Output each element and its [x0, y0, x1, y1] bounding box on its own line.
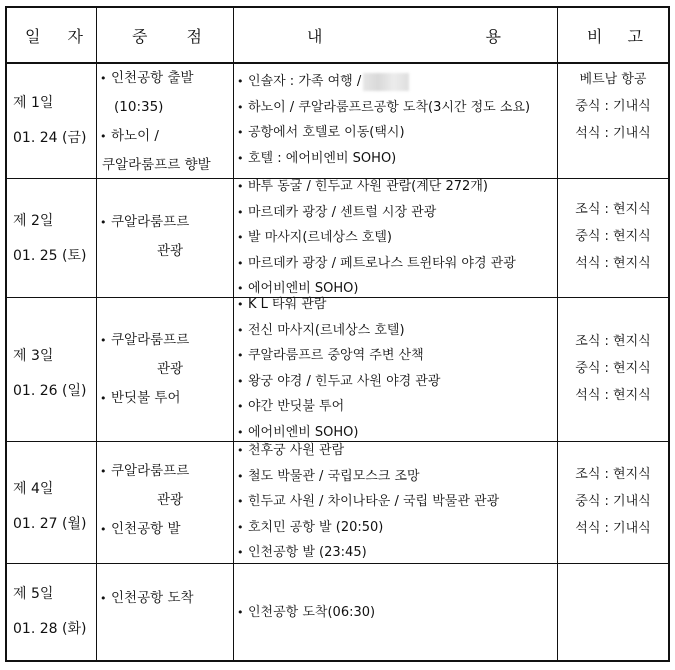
list-item: • K L 타워 관람 [236, 292, 440, 318]
day-3-focus: • 쿠알라룸프르 관광 • 반딧불 투어 [99, 326, 189, 413]
list-item: • 철도 박물관 / 국립모스크 조망 [236, 464, 499, 490]
list-item: • 쿠알라룸프르 [99, 457, 189, 486]
list-item: • 야간 반딧불 투어 [236, 394, 440, 420]
day-2-focus: • 쿠알라룸프르 관광 [99, 208, 189, 266]
list-item: • 하노이 / [99, 122, 211, 151]
list-item: • 인천공항 발 [99, 515, 189, 544]
header-note: 비 고 [587, 26, 643, 46]
list-item: • 천후궁 사원 관람 [236, 438, 499, 464]
day-1-focus: • 인천공항 출발 (10:35) • 하노이 / 쿠알라룸프르 향발 [99, 64, 211, 180]
day-4-focus: • 쿠알라룸프르 관광 • 인천공항 발 [99, 457, 189, 544]
day-3-date: 제 3일 01. 26 (일) [13, 348, 87, 399]
list-item: • 인천공항 발 (23:45) [236, 540, 499, 566]
day-2-content [236, 174, 516, 302]
list-item: • 쿠알라룸프르 [99, 326, 189, 355]
list-item: • 인천공항 출발 (10:35) [99, 64, 211, 122]
list-item: • 호치민 공항 발 (20:50) [236, 515, 499, 541]
day-2-date: 제 2일 01. 25 (토) [13, 213, 87, 264]
day-4-content [236, 438, 499, 566]
day-4-note: 조식 : 현지식 중식 : 기내식 석식 : 기내식 [575, 467, 651, 536]
list-item: • 에어비엔비 SOHO) [236, 420, 440, 446]
list-item: • 발 마사지(르네상스 호텔) [236, 225, 516, 251]
list-item: • 공항에서 호텔로 이동(택시) [236, 120, 530, 146]
list-item: • 쿠알라룸프르 [99, 208, 189, 237]
list-item: • 바투 동굴 / 힌두교 사원 관람(계단 272개) [236, 174, 516, 200]
list-item: • 쿠알라룸프르 중앙역 주변 산책 [236, 343, 440, 369]
day-3-note: 조식 : 현지식 중식 : 현지식 석식 : 현지식 [575, 334, 651, 403]
day-5-focus [99, 584, 194, 613]
list-item: • 마르데카 광장 / 페트로나스 트윈타워 야경 관광 [236, 251, 516, 277]
list-item: • 호텔 : 에어비엔비 SOHO) [236, 146, 530, 172]
list-item: • 에어비엔비 SOHO) [236, 276, 516, 302]
list-item: • 마르데카 광장 / 센트럴 시장 관광 [236, 200, 516, 226]
list-item: • 힌두교 사원 / 차이나타운 / 국립 박물관 관광 [236, 489, 499, 515]
day-1-date: 제 1일 01. 24 (금) [13, 95, 87, 146]
list-item: • 왕궁 야경 / 힌두교 사원 야경 관광 [236, 369, 440, 395]
day-1-note: 베트남 항공 중식 : 기내식 석식 : 기내식 [575, 72, 651, 141]
header-date: 일 자 [25, 26, 83, 46]
list-item: • 전신 마사지(르네상스 호텔) [236, 318, 440, 344]
list-item: • 인솔자 : 가족 여행 / [236, 69, 530, 95]
list-item: • 하노이 / 쿠알라룸프르공항 도착(3시간 정도 소요) [236, 95, 530, 121]
list-item: • 인천공항 도착(06:30) [236, 600, 375, 626]
itinerary-table [5, 6, 670, 662]
day-4-date: 제 4일 01. 27 (월) [13, 481, 87, 532]
day-3-content [236, 292, 440, 445]
day-2-note: 조식 : 현지식 중식 : 현지식 석식 : 현지식 [575, 202, 651, 271]
day-5-content [236, 600, 375, 626]
header-content: 내 용 [307, 26, 501, 46]
list-item: • 반딧불 투어 [99, 384, 189, 413]
redacted-name [363, 73, 409, 91]
day-5-date: 제 5일 01. 28 (화) [13, 586, 87, 637]
day-1-content [236, 69, 530, 171]
list-item: • 인천공항 도착 [99, 584, 194, 613]
header-focus: 중 점 [132, 26, 202, 46]
